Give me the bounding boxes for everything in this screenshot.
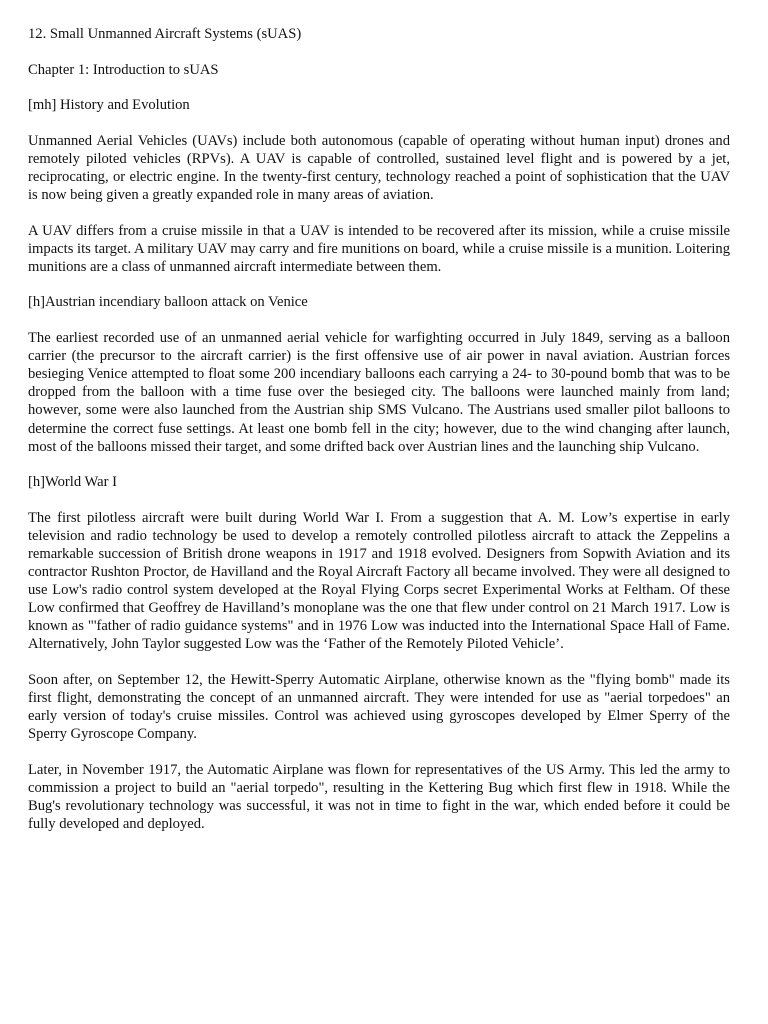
- paragraph-kettering-bug: Later, in November 1917, the Automatic Airplane was flown for representatives of the US Army. This led the army to commission a project to build an "aerial torpedo", resulting in the Kettering Bug which first flew in 1918. While the Bug's revolutionary technology was successful, it was not in time to fight in the war, which ended before it could be fully developed and deployed.: [28, 761, 730, 833]
- chapter-title: Chapter 1: Introduction to sUAS: [28, 61, 219, 78]
- paragraph-uav-vs-missile: A UAV differs from a cruise missile in that a UAV is intended to be recovered after its mission, while a cruise missile impacts its target. A military UAV may carry and fire munitions on board, while a cruise missile is a munition. Loitering munitions are a class of unmanned aircraft intermediate between them.: [28, 222, 730, 275]
- paragraph-uav-definition: Unmanned Aerial Vehicles (UAVs) include both autonomous (capable of operating without human input) drones and remotely piloted vehicles (RPVs). A UAV is capable of controlled, sustained level flight and is powered by a jet, reciprocating, or electric engine. In the twenty-first century, technology reached a point of sophistication that the UAV is now being given a greatly expanded role in many areas of aviation.: [28, 132, 730, 204]
- subheading-world-war-1: [h]World War I: [28, 474, 117, 491]
- paragraph-venice-balloons: The earliest recorded use of an unmanned aerial vehicle for warfighting occurred in July 1849, serving as a balloon carrier (the precursor to the aircraft carrier) is the first offensive use of air power in naval aviation. Austrian forces besieging Venice attempted to float some 200 incendiary balloons each carrying a 24- to 30-pound bomb that was to be dropped from the balloon with a time fuse over the besieged city. The balloons were launched mainly from land; however, some were also launched from the Austrian ship SMS Vulcano. The Austrians used smaller pilot balloons to determine the correct fuse settings. At least one bomb fell in the city; however, due to the wind changing after launch, most of the balloons missed their target, and some drifted back over Austrian lines and the launching ship Vulcano.: [28, 330, 730, 455]
- section-heading-history: [mh] History and Evolution: [28, 97, 190, 114]
- document-page: [28, 25, 730, 851]
- subheading-venice: [h]Austrian incendiary balloon attack on Venice: [28, 294, 308, 311]
- paragraph-hewitt-sperry: Soon after, on September 12, the Hewitt-Sperry Automatic Airplane, otherwise known as the "flying bomb" made its first flight, demonstrating the concept of an unmanned aircraft. They were intended for use as "aerial torpedoes" an early version of today's cruise missiles. Control was achieved using gyroscopes developed by Elmer Sperry of the Sperry Gyroscope Company.: [28, 672, 730, 743]
- book-title: 12. Small Unmanned Aircraft Systems (sUAS): [28, 26, 302, 42]
- paragraph-first-pilotless-aircraft: The first pilotless aircraft were built during World War I. From a suggestion that A. M. Low’s expertise in early television and radio technology be used to develop a remotely controlled pilotless aircraft to attack the Zeppelins a remarkable succession of British drone weapons in 1917 and 1918 evolved. Designers from Sopwith Aviation and its contractor Rushton Proctor, de Havilland and the Royal Aircraft Factory all became involved. They were all designed to use Low's radio control system developed at the Royal Flying Corps secret Experimental Works at Feltham. Of these Low confirmed that Geoffrey de Havilland’s monoplane was the one that flew under control on 21 March 1917. Low is known as "'father of radio guidance systems" and in 1976 Low was inducted into the International Space Hall of Fame. Alternatively, John Taylor suggested Low was the ‘Father of the Remotely Piloted Vehicle’.: [28, 509, 730, 653]
